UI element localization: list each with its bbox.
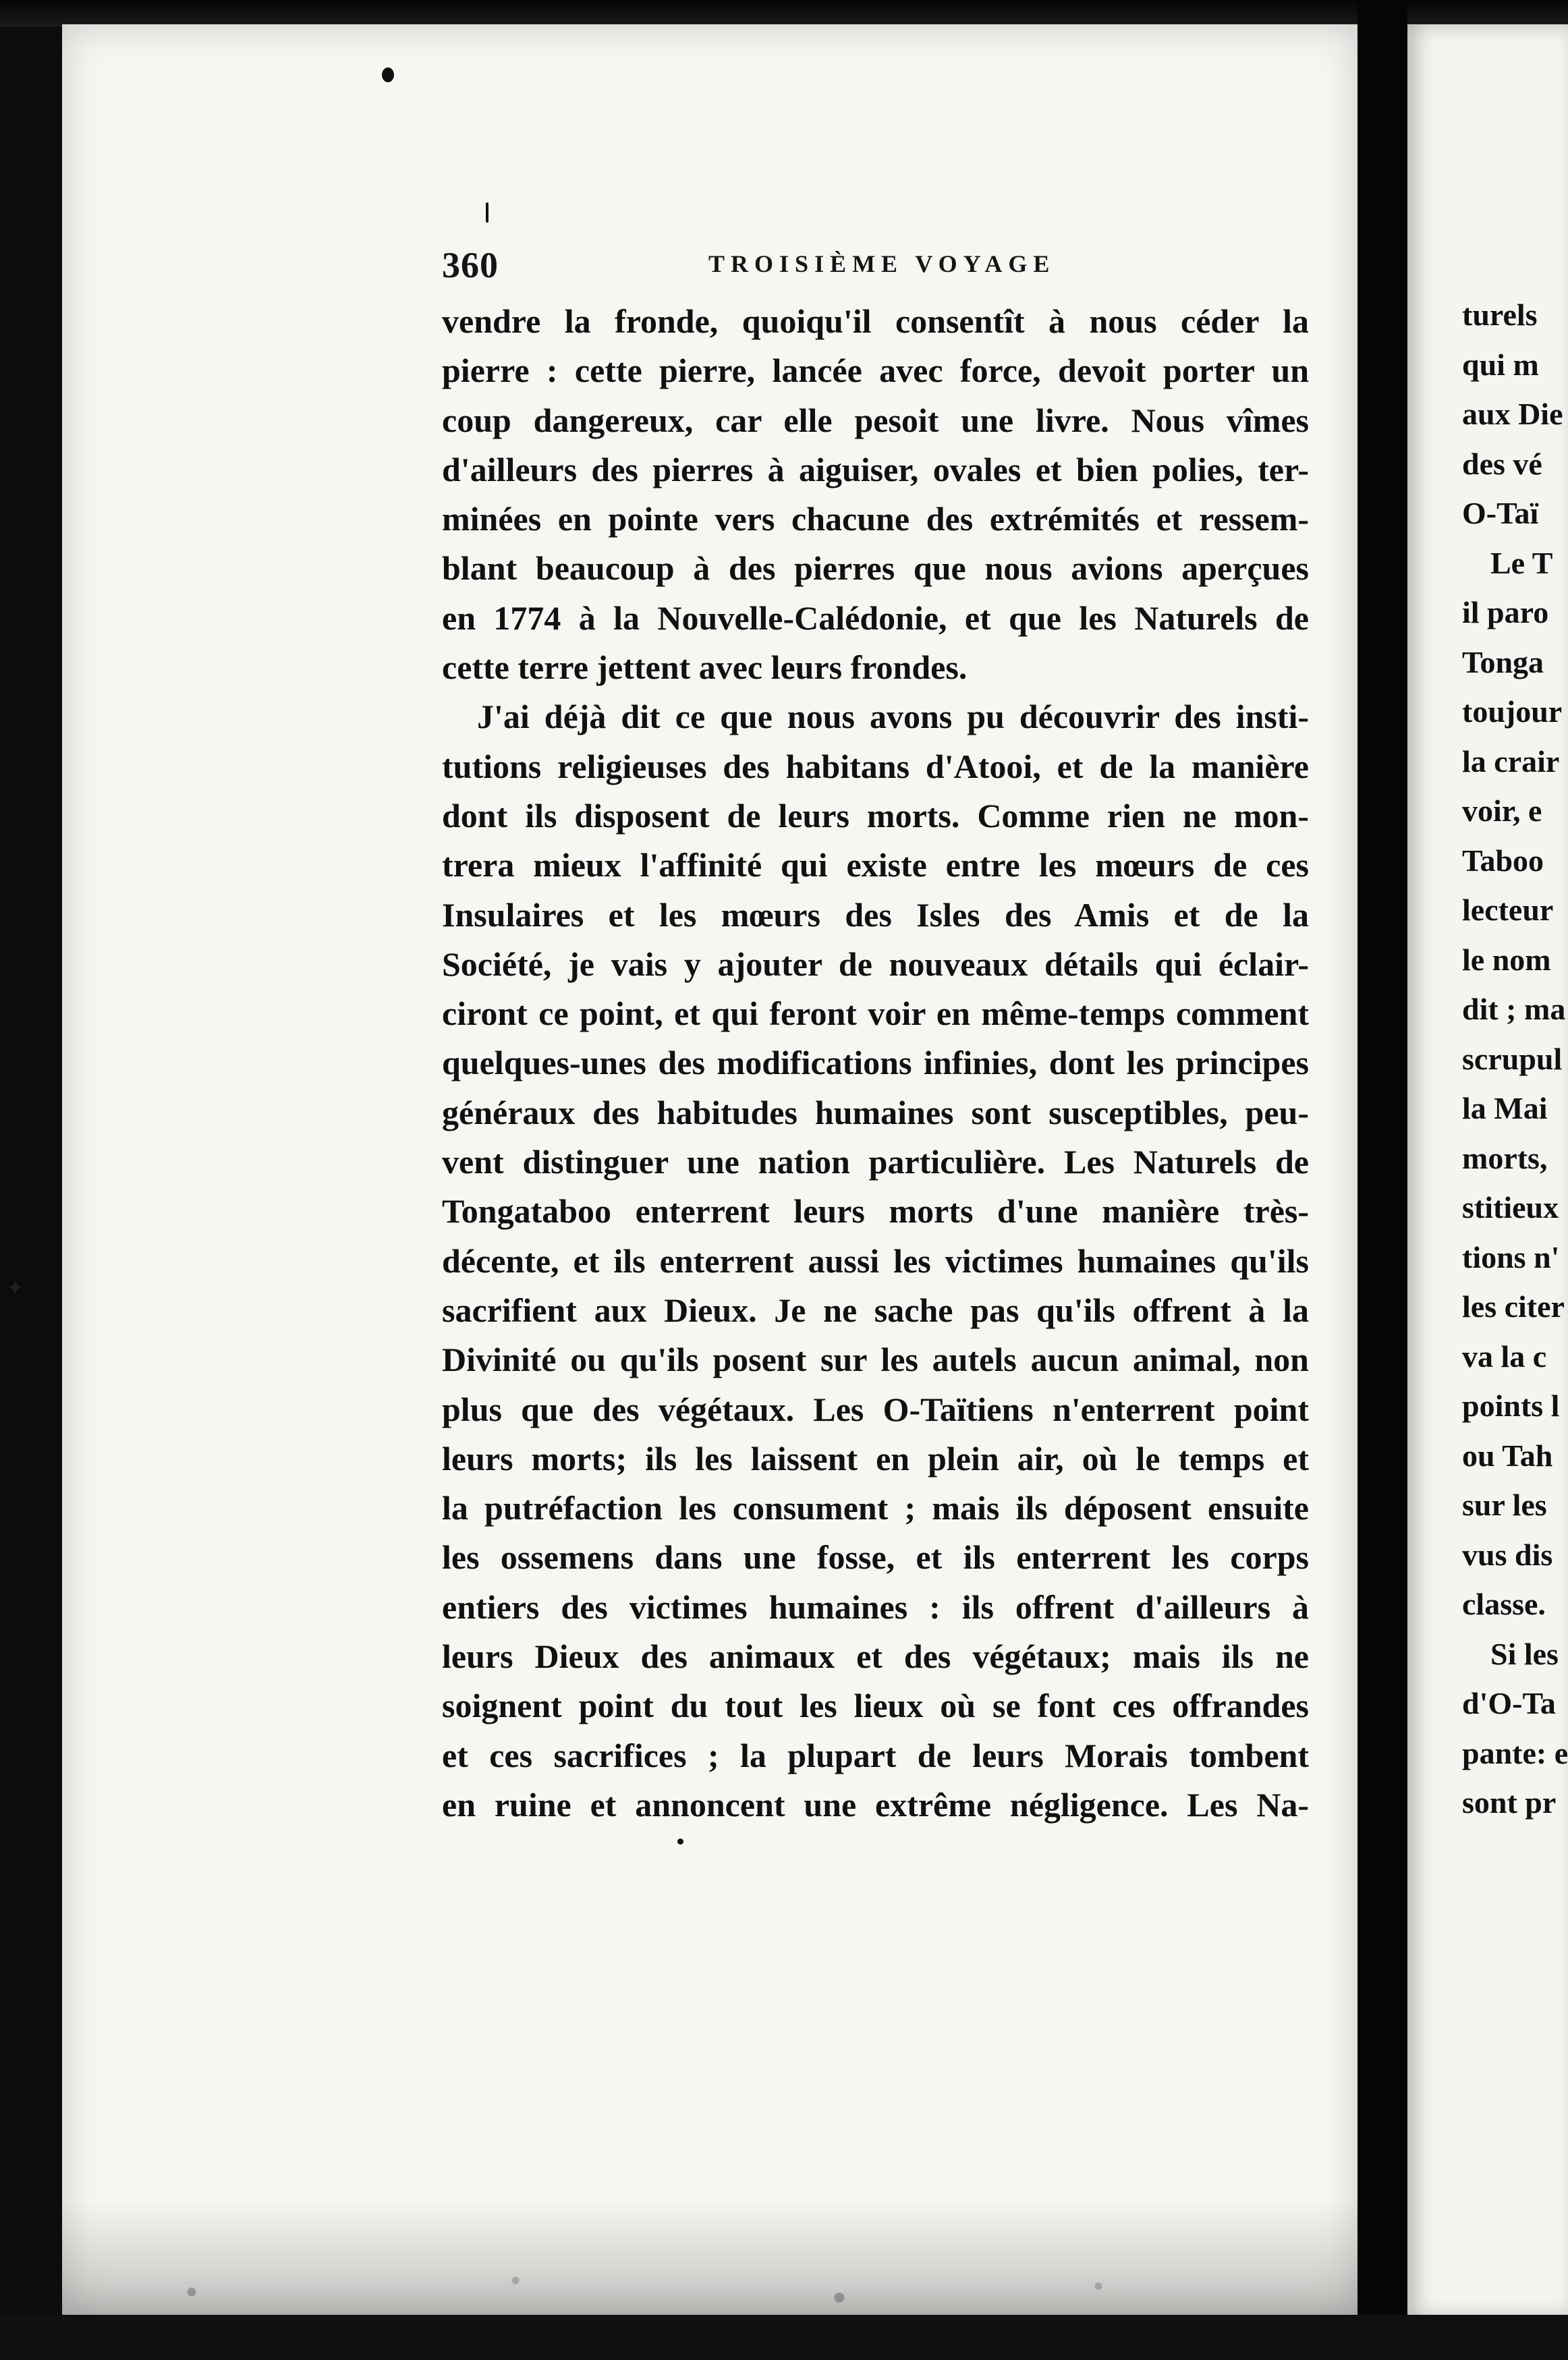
scan-bottom-edge bbox=[0, 2315, 1568, 2360]
text-line-fragment: il paro bbox=[1462, 595, 1549, 629]
text-line: Divinité ou qu'ils posent sur les autels aucun animal, non bbox=[442, 1341, 1309, 1379]
book-gutter bbox=[1357, 0, 1407, 2360]
left-page-text bbox=[442, 297, 1309, 1830]
text-line-fragment: des vé bbox=[1462, 446, 1542, 481]
text-line: en ruine et annoncent une extrême négligence. Les Na- bbox=[442, 1785, 1309, 1824]
text-line-fragment: va la c bbox=[1462, 1339, 1547, 1374]
ink-spot bbox=[677, 1838, 683, 1845]
text-line-fragment: sur les bbox=[1462, 1488, 1547, 1522]
margin-mark: ✦ bbox=[7, 1277, 24, 1299]
text-line: pierre : cette pierre, lancée avec force, devoit porter un bbox=[442, 352, 1309, 390]
text-line-fragment: d'O-Ta bbox=[1462, 1686, 1556, 1720]
text-line: quelques-unes des modifications infinies, dont les principes bbox=[442, 1044, 1309, 1082]
text-line-fragment: voir, e bbox=[1462, 793, 1542, 828]
text-line: leurs morts; ils les laissent en plein air, où le temps et bbox=[442, 1439, 1309, 1478]
text-line-fragment: Le T bbox=[1490, 545, 1553, 580]
text-line-fragment: le nom bbox=[1462, 942, 1551, 977]
text-line: tutions religieuses des habitans d'Atooi, et de la manière bbox=[442, 747, 1309, 785]
text-line-fragment: classe. bbox=[1462, 1587, 1546, 1621]
text-line: vendre la fronde, quoiqu'il consentît à nous céder la bbox=[442, 302, 1309, 340]
text-line-fragment: sont pr bbox=[1462, 1785, 1557, 1820]
worn-page-edge bbox=[62, 2200, 1357, 2315]
text-line: ciront ce point, et qui feront voir en même-temps comment bbox=[442, 994, 1309, 1033]
text-line-fragment: scrupul bbox=[1462, 1041, 1563, 1076]
running-head bbox=[442, 244, 1056, 285]
text-line-fragment: les citer bbox=[1462, 1289, 1565, 1324]
text-line-fragment: pante: e bbox=[1462, 1735, 1568, 1770]
text-line-fragment: Tonga bbox=[1462, 644, 1544, 679]
text-line-fragment: Taboo bbox=[1462, 843, 1544, 878]
text-line: d'ailleurs des pierres à aiguiser, ovales et bien polies, ter- bbox=[442, 450, 1309, 488]
text-line: généraux des habitudes humaines sont susceptibles, peu- bbox=[442, 1093, 1309, 1131]
text-line-fragment: qui m bbox=[1462, 347, 1539, 382]
text-line: décente, et ils enterrent aussi les victimes humaines qu'ils bbox=[442, 1241, 1309, 1280]
text-line: les ossemens dans une fosse, et ils enterrent les corps bbox=[442, 1538, 1309, 1577]
text-line: J'ai déjà dit ce que nous avons pu découvrir des insti- bbox=[477, 698, 1309, 736]
text-line-fragment: stitieux bbox=[1462, 1190, 1559, 1225]
text-line: leurs Dieux des animaux et des végétaux; mais ils ne bbox=[442, 1637, 1309, 1676]
text-line-fragment: ou Tah bbox=[1462, 1438, 1553, 1473]
text-line: vent distinguer une nation particulière. Les Naturels de bbox=[442, 1143, 1309, 1181]
text-line: Société, je vais y ajouter de nouveaux détails qui éclair- bbox=[442, 945, 1309, 983]
text-line-fragment: aux Die bbox=[1462, 397, 1563, 431]
text-line: en 1774 à la Nouvelle-Calédonie, et que les Naturels de bbox=[442, 598, 1309, 637]
text-line-fragment: Si les bbox=[1490, 1636, 1559, 1671]
text-line-fragment: vus dis bbox=[1462, 1537, 1553, 1572]
text-line-fragment: la crair bbox=[1462, 743, 1560, 779]
text-line: plus que des végétaux. Les O-Taïtiens n'enterrent point bbox=[442, 1390, 1309, 1428]
text-line: coup dangereux, car elle pesoit une livre. Nous vîmes bbox=[442, 401, 1309, 439]
page-number: 360 bbox=[442, 245, 499, 285]
text-line-fragment: turels bbox=[1462, 298, 1538, 332]
text-line: la putréfaction les consument ; mais ils déposent ensuite bbox=[442, 1489, 1309, 1527]
text-line-fragment: O-Taï bbox=[1462, 496, 1539, 530]
text-line: Insulaires et les mœurs des Isles des Amis et de la bbox=[442, 895, 1309, 934]
text-line: dont ils disposent de leurs morts. Comme rien ne mon- bbox=[442, 796, 1309, 835]
scan-top-edge bbox=[0, 0, 1568, 27]
text-line-fragment: tions n' bbox=[1462, 1239, 1560, 1274]
ink-spot bbox=[382, 67, 394, 82]
text-line: sacrifient aux Dieux. Je ne sache pas qu'ils offrent à la bbox=[442, 1291, 1309, 1329]
text-line-fragment: toujour bbox=[1462, 694, 1563, 729]
right-page-text bbox=[1462, 290, 1568, 1828]
text-line-fragment: lecteur bbox=[1462, 893, 1554, 927]
ink-spot bbox=[486, 202, 488, 223]
text-line-fragment: points l bbox=[1462, 1388, 1560, 1423]
running-title: TROISIÈME VOYAGE bbox=[708, 250, 1056, 277]
text-line: et ces sacrifices ; la plupart de leurs Morais tombent bbox=[442, 1736, 1309, 1774]
text-line: blant beaucoup à des pierres que nous avions aperçues bbox=[442, 549, 1309, 588]
text-line-fragment: morts, bbox=[1462, 1140, 1548, 1175]
text-line: Tongataboo enterrent leurs morts d'une manière très- bbox=[442, 1192, 1309, 1231]
text-line: entiers des victimes humaines : ils offrent d'ailleurs à bbox=[442, 1588, 1309, 1626]
text-line: trera mieux l'affinité qui existe entre les mœurs de ces bbox=[442, 846, 1309, 884]
text-line-fragment: la Mai bbox=[1462, 1091, 1548, 1125]
text-line: cette terre jettent avec leurs frondes. bbox=[442, 648, 968, 687]
text-line-fragment: dit ; ma bbox=[1462, 992, 1566, 1026]
text-line: minées en pointe vers chacune des extrémités et ressem- bbox=[442, 500, 1309, 538]
text-line: soignent point du tout les lieux où se font ces offrandes bbox=[442, 1687, 1309, 1725]
